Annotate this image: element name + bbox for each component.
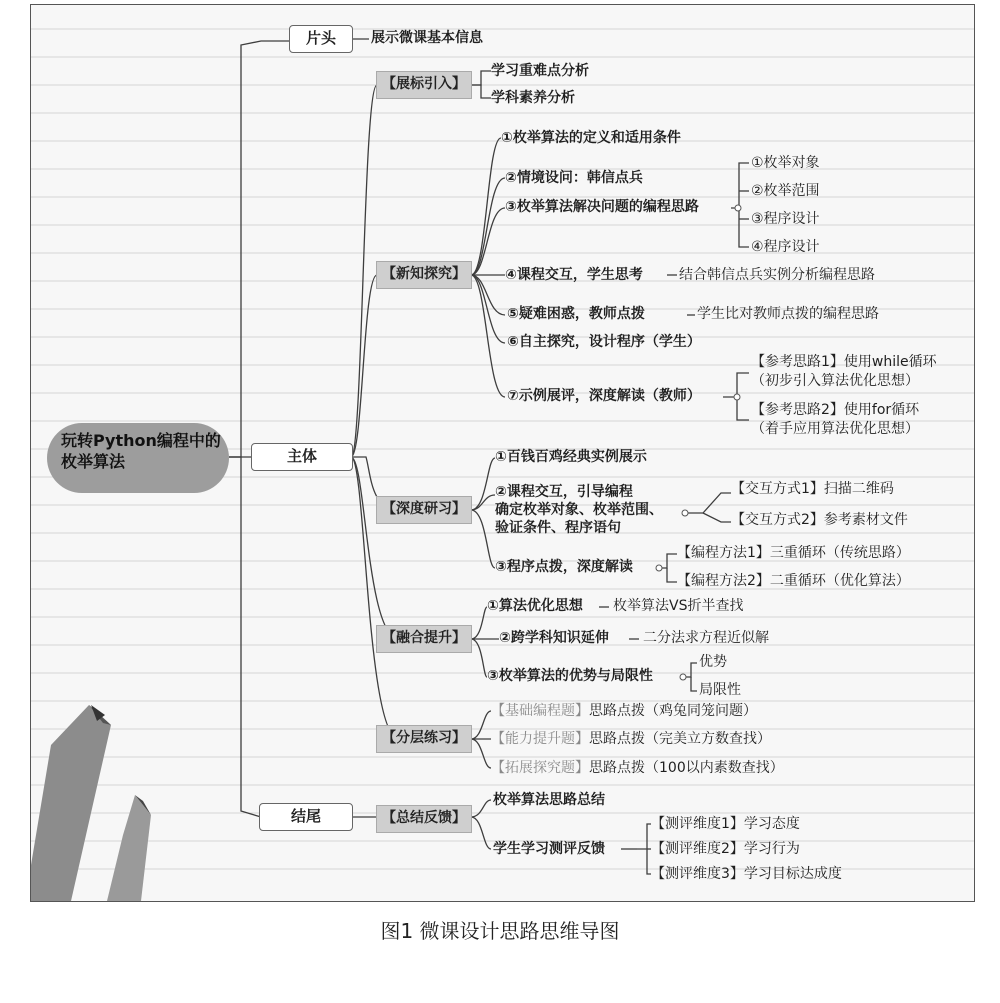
ronghe-sub3-2: 局限性	[699, 682, 741, 698]
fenceng-item-3	[491, 759, 784, 777]
pencil-decoration	[31, 705, 151, 901]
shendu-item-1: ①百钱百鸡经典实例展示	[495, 449, 647, 465]
xinzhi-note-5: 学生比对教师点拨的编程思路	[697, 306, 879, 322]
xinzhi-item-5: ⑤疑难困惑，教师点拨	[507, 306, 645, 322]
ronghe-sub3-1: 优势	[699, 654, 727, 670]
xinzhi-sub7-2-line2: （着手应用算法优化思想）	[751, 421, 919, 437]
fenceng-text-2: 思路点拨（完美立方数查找）	[589, 731, 771, 747]
node-xinzhi[interactable]: 【新知探究】	[376, 261, 472, 289]
section-jiewei[interactable]: 结尾	[259, 803, 353, 831]
shendu-item-2-line2: 确定枚举对象、枚举范围、	[495, 502, 663, 518]
fenceng-tag-1: 【基础编程题】	[491, 703, 589, 719]
shendu-sub2-2: 【交互方式2】参考素材文件	[731, 512, 908, 528]
xinzhi-item-6: ⑥自主探究，设计程序（学生）	[507, 334, 701, 350]
fenceng-text-3: 思路点拨（100以内素数查找）	[589, 760, 784, 776]
shendu-sub3-2: 【编程方法2】二重循环（优化算法）	[677, 573, 910, 589]
ronghe-note-2: 二分法求方程近似解	[643, 630, 769, 646]
figure-caption: 图1 微课设计思路思维导图	[380, 919, 620, 943]
xinzhi-sub3-4: ④程序设计	[751, 239, 820, 255]
fenceng-item-1	[491, 702, 757, 720]
node-zongjie[interactable]: 【总结反馈】	[376, 805, 472, 833]
ronghe-item-1: ①算法优化思想	[487, 598, 583, 614]
shendu-sub3-1: 【编程方法1】三重循环（传统思路）	[677, 545, 910, 561]
zhanbiao-item-2: 学科素养分析	[491, 90, 575, 106]
xinzhi-sub7-2-line1: 【参考思路2】使用for循环	[751, 402, 920, 418]
ronghe-item-2: ②跨学科知识延伸	[499, 630, 609, 646]
ronghe-item-3: ③枚举算法的优势与局限性	[487, 668, 653, 684]
node-zhanbiao[interactable]: 【展标引入】	[376, 71, 472, 99]
xinzhi-sub7-1-line1: 【参考思路1】使用while循环	[751, 354, 937, 370]
zongjie-sub2-2: 【测评维度2】学习行为	[651, 841, 800, 857]
zongjie-sub2-3: 【测评维度3】学习目标达成度	[651, 866, 842, 882]
shendu-item-2-line3: 验证条件、程序语句	[495, 520, 621, 536]
zongjie-item-2: 学生学习测评反馈	[493, 841, 605, 857]
ronghe-note-1: 枚举算法VS折半查找	[613, 598, 744, 614]
mind-map-frame	[30, 4, 975, 902]
root-topic[interactable]	[47, 423, 229, 493]
xinzhi-item-2: ②情境设问：韩信点兵	[505, 170, 643, 186]
shendu-item-2-line1: ②课程交互，引导编程	[495, 484, 633, 500]
fenceng-item-2	[491, 730, 771, 748]
node-fenceng[interactable]: 【分层练习】	[376, 725, 472, 753]
xinzhi-item-7: ⑦示例展评，深度解读（教师）	[507, 388, 701, 404]
fenceng-tag-2: 【能力提升题】	[491, 731, 589, 747]
zongjie-item-1: 枚举算法思路总结	[493, 792, 605, 808]
zongjie-sub2-1: 【测评维度1】学习态度	[651, 816, 800, 832]
fenceng-text-1: 思路点拨（鸡兔同笼问题）	[589, 703, 757, 719]
xinzhi-sub3-2: ②枚举范围	[751, 183, 820, 199]
xinzhi-item-1: ①枚举算法的定义和适用条件	[501, 130, 681, 146]
zhanbiao-item-1: 学习重难点分析	[491, 63, 589, 79]
section-piantou[interactable]: 片头	[289, 25, 353, 53]
xinzhi-sub3-1: ①枚举对象	[751, 155, 820, 171]
root-title-line1: 玩转Python编程中的	[61, 431, 221, 450]
xinzhi-sub7-1-line2: （初步引入算法优化思想）	[751, 373, 919, 389]
section-zhuti[interactable]: 主体	[251, 443, 353, 471]
node-ronghe[interactable]: 【融合提升】	[376, 625, 472, 653]
xinzhi-note-4: 结合韩信点兵实例分析编程思路	[679, 267, 875, 283]
shendu-item-3: ③程序点拨，深度解读	[495, 559, 633, 575]
shendu-sub2-1: 【交互方式1】扫描二维码	[731, 481, 894, 497]
node-shendu[interactable]: 【深度研习】	[376, 496, 472, 524]
fenceng-tag-3: 【拓展探究题】	[491, 760, 589, 776]
xinzhi-sub3-3: ③程序设计	[751, 211, 820, 227]
xinzhi-item-3: ③枚举算法解决问题的编程思路	[505, 199, 699, 215]
piantou-note: 展示微课基本信息	[371, 30, 483, 46]
root-title-line2: 枚举算法	[61, 452, 126, 471]
xinzhi-item-4: ④课程交互，学生思考	[505, 267, 643, 283]
